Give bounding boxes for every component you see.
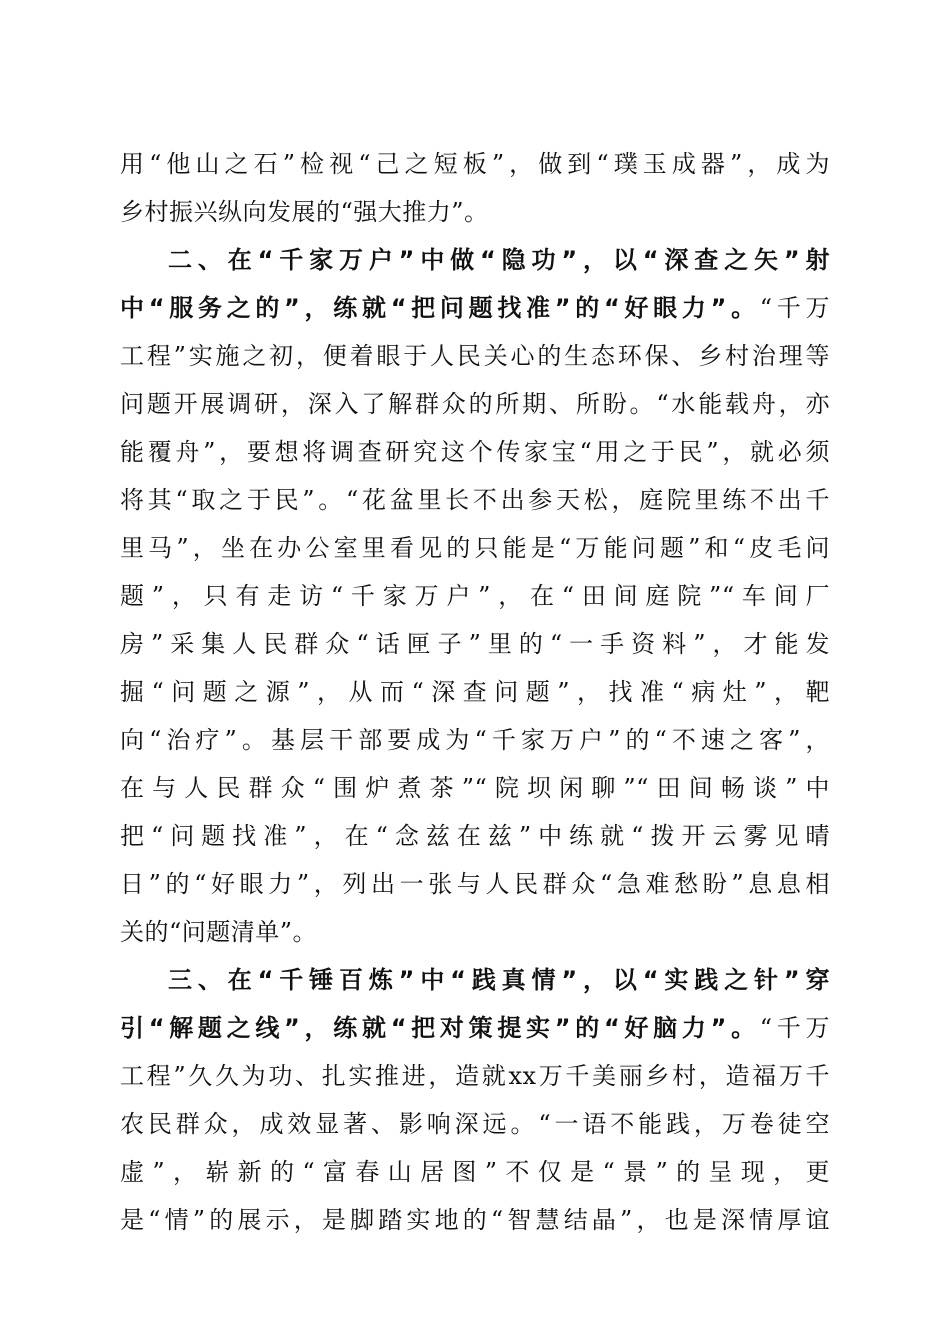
text-line: 掘“问题之源”，从而“深查问题”，找准“病灶”，靶 bbox=[120, 678, 830, 706]
text-line: 虚”，崭新的“富春山居图”不仅是“景”的呈现，更 bbox=[120, 1158, 830, 1186]
text-line: 题”，只有走访“千家万户”，在“田间庭院”“车间厂 bbox=[120, 582, 830, 610]
text-line: 将其“取之于民”。“花盆里长不出参天松，庭院里练不出千 bbox=[120, 486, 830, 514]
section-heading-line bbox=[120, 1004, 830, 1052]
section-heading-3-part-1: 三、在“千锤百炼”中“践真情”，以“实践之针”穿 bbox=[168, 966, 830, 994]
section-heading-line bbox=[120, 956, 830, 1004]
document-body bbox=[120, 140, 830, 1244]
text-line: 房”采集人民群众“话匣子”里的“一手资料”，才能发 bbox=[120, 630, 830, 658]
section-heading-2-part-2: 中“服务之的”，练就“把问题找准”的“好眼力”。 bbox=[120, 294, 760, 322]
section-heading-line bbox=[120, 236, 830, 284]
text-line: 日”的“好眼力”，列出一张与人民群众“急难愁盼”息息相 bbox=[120, 870, 830, 898]
text-line: 乡村振兴纵向发展的“强大推力”。 bbox=[120, 198, 489, 226]
section-heading-3-part-2: 引“解题之线”，练就“把对策提实”的“好脑力”。 bbox=[120, 1014, 760, 1042]
text-line: 工程”实施之初，便着眼于人民关心的生态环保、乡村治理等 bbox=[120, 342, 830, 370]
text-fragment: “千万 bbox=[759, 294, 830, 322]
text-line: 能覆舟”，要想将调查研究这个传家宝“用之于民”，就必须 bbox=[120, 438, 830, 466]
text-line: 用“他山之石”检视“己之短板”，做到“璞玉成器”，成为 bbox=[120, 150, 830, 178]
text-line: 问题开展调研，深入了解群众的所期、所盼。“水能载舟，亦 bbox=[120, 390, 830, 418]
text-line: 里马”，坐在办公室里看见的只能是“万能问题”和“皮毛问 bbox=[120, 534, 830, 562]
text-line: 关的“问题清单”。 bbox=[120, 918, 318, 946]
text-line: 是“情”的展示，是脚踏实地的“智慧结晶”，也是深情厚谊 bbox=[120, 1206, 830, 1234]
text-fragment: “千万 bbox=[759, 1014, 830, 1042]
text-line: 在与人民群众“围炉煮茶”“院坝闲聊”“田间畅谈”中 bbox=[120, 774, 830, 802]
text-line: 农民群众，成效显著、影响深远。“一语不能践，万卷徒空 bbox=[120, 1110, 830, 1138]
section-heading-2-part-1: 二、在“千家万户”中做“隐功”，以“深查之矢”射 bbox=[168, 246, 830, 274]
text-line: 把“问题找准”，在“念兹在兹”中练就“拨开云雾见晴 bbox=[120, 822, 830, 850]
text-line: 工程”久久为功、扎实推进，造就xx万千美丽乡村，造福万千 bbox=[120, 1062, 830, 1090]
section-heading-line bbox=[120, 284, 830, 332]
text-line: 向“治疗”。基层干部要成为“千家万户”的“不速之客”， bbox=[120, 726, 830, 754]
